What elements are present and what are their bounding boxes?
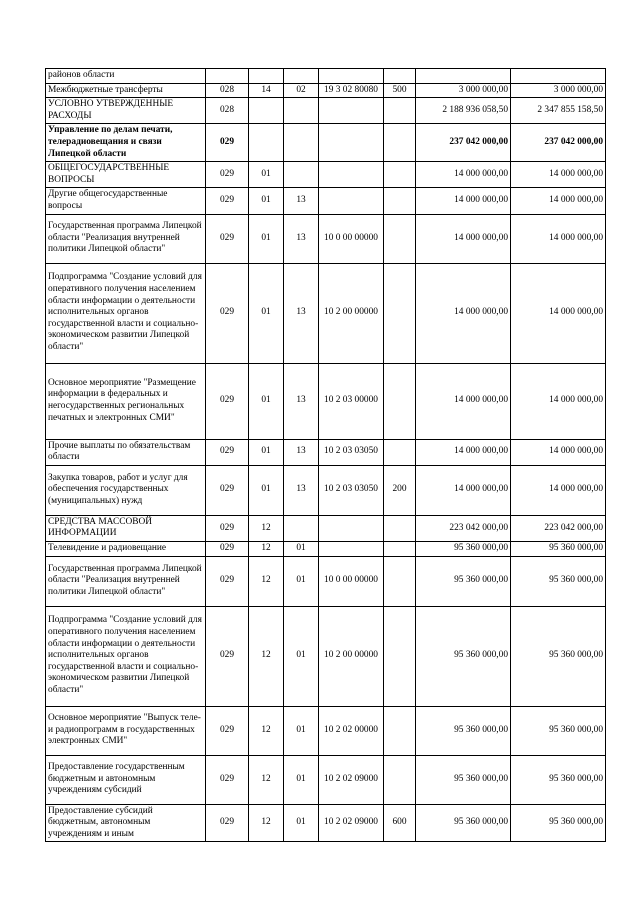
expense-type-code: [384, 69, 416, 84]
subsection-code: [284, 69, 319, 84]
target-article-code: 10 2 02 09000: [319, 804, 384, 842]
expense-type-code: 200: [384, 465, 416, 515]
amount-year-2: 2 347 855 158,50: [511, 98, 606, 124]
subsection-code: 01: [284, 556, 319, 606]
subsection-code: 01: [284, 706, 319, 755]
amount-year-1: 14 000 000,00: [416, 439, 511, 465]
item-name: Основное мероприятие "Выпуск теле- и радиопрограмм в государственных электронных СМИ": [46, 706, 206, 755]
item-name: УСЛОВНО УТВЕРЖДЕННЫЕ РАСХОДЫ: [46, 98, 206, 124]
item-name: Управление по делам печати, телерадиовещания и связи Липецкой области: [46, 124, 206, 162]
target-article-code: 10 2 02 09000: [319, 755, 384, 804]
item-name: районов области: [46, 69, 206, 84]
section-code: 12: [249, 556, 284, 606]
amount-year-2: 14 000 000,00: [511, 162, 606, 188]
target-article-code: [319, 124, 384, 162]
item-name: Телевидение и радиовещание: [46, 541, 206, 556]
section-code: 12: [249, 606, 284, 706]
amount-year-2: 14 000 000,00: [511, 214, 606, 263]
table-row: [46, 606, 606, 706]
target-article-code: 19 3 02 80080: [319, 83, 384, 98]
subsection-code: [284, 98, 319, 124]
item-name: Другие общегосударственные вопросы: [46, 188, 206, 214]
ved-code: 029: [206, 214, 249, 263]
expense-type-code: [384, 162, 416, 188]
amount-year-1: 14 000 000,00: [416, 162, 511, 188]
target-article-code: [319, 541, 384, 556]
section-code: 12: [249, 541, 284, 556]
section-code: 01: [249, 263, 284, 363]
subsection-code: 13: [284, 263, 319, 363]
subsection-code: 13: [284, 465, 319, 515]
table-row: [46, 69, 606, 84]
ved-code: 029: [206, 556, 249, 606]
section-code: 14: [249, 83, 284, 98]
amount-year-2: 3 000 000,00: [511, 83, 606, 98]
table-row: [46, 214, 606, 263]
amount-year-2: 223 042 000,00: [511, 515, 606, 541]
target-article-code: 10 2 03 03050: [319, 465, 384, 515]
subsection-code: [284, 515, 319, 541]
ved-code: 028: [206, 83, 249, 98]
table-row: [46, 541, 606, 556]
target-article-code: 10 0 00 00000: [319, 214, 384, 263]
amount-year-2: 95 360 000,00: [511, 706, 606, 755]
expense-type-code: [384, 556, 416, 606]
amount-year-2: 237 042 000,00: [511, 124, 606, 162]
item-name: Предоставление субсидий бюджетным, автономным учреждениям и иным: [46, 804, 206, 842]
expense-type-code: [384, 606, 416, 706]
table-row: [46, 124, 606, 162]
item-name: Подпрограмма "Создание условий для оперативного получения населением области информации о деятельности исполнительных органов государственной власти и социально-экономическом развитии Липецкой области": [46, 263, 206, 363]
target-article-code: 10 2 03 00000: [319, 363, 384, 439]
section-code: 01: [249, 162, 284, 188]
ved-code: 029: [206, 804, 249, 842]
subsection-code: 01: [284, 541, 319, 556]
item-name: Основное мероприятие "Размещение информации в федеральных и негосударственных региональных печатных и электронных СМИ": [46, 363, 206, 439]
amount-year-1: 3 000 000,00: [416, 83, 511, 98]
amount-year-1: 237 042 000,00: [416, 124, 511, 162]
table-row: [46, 98, 606, 124]
target-article-code: [319, 162, 384, 188]
ved-code: 029: [206, 439, 249, 465]
amount-year-2: 14 000 000,00: [511, 263, 606, 363]
subsection-code: 01: [284, 755, 319, 804]
subsection-code: 13: [284, 214, 319, 263]
item-name: Прочие выплаты по обязательствам области: [46, 439, 206, 465]
ved-code: [206, 69, 249, 84]
amount-year-2: 95 360 000,00: [511, 804, 606, 842]
item-name: Предоставление государственным бюджетным и автономным учреждениям субсидий: [46, 755, 206, 804]
amount-year-1: 14 000 000,00: [416, 363, 511, 439]
expense-type-code: [384, 363, 416, 439]
amount-year-1: 95 360 000,00: [416, 706, 511, 755]
section-code: 01: [249, 214, 284, 263]
subsection-code: 13: [284, 363, 319, 439]
target-article-code: 10 2 02 00000: [319, 706, 384, 755]
expense-type-code: [384, 439, 416, 465]
item-name: ОБЩЕГОСУДАРСТВЕННЫЕ ВОПРОСЫ: [46, 162, 206, 188]
target-article-code: [319, 515, 384, 541]
amount-year-1: [416, 69, 511, 84]
subsection-code: 13: [284, 188, 319, 214]
table-row: [46, 83, 606, 98]
ved-code: 029: [206, 188, 249, 214]
subsection-code: [284, 162, 319, 188]
section-code: 01: [249, 439, 284, 465]
ved-code: 029: [206, 363, 249, 439]
subsection-code: 01: [284, 606, 319, 706]
ved-code: 029: [206, 124, 249, 162]
section-code: 01: [249, 363, 284, 439]
amount-year-1: 2 188 936 058,50: [416, 98, 511, 124]
amount-year-1: 223 042 000,00: [416, 515, 511, 541]
target-article-code: 10 0 00 00000: [319, 556, 384, 606]
ved-code: 029: [206, 263, 249, 363]
subsection-code: [284, 124, 319, 162]
item-name: Государственная программа Липецкой области "Реализация внутренней политики Липецкой области": [46, 556, 206, 606]
table-row: [46, 263, 606, 363]
amount-year-1: 95 360 000,00: [416, 804, 511, 842]
target-article-code: 10 2 03 03050: [319, 439, 384, 465]
amount-year-2: 14 000 000,00: [511, 439, 606, 465]
amount-year-1: 14 000 000,00: [416, 214, 511, 263]
ved-code: 029: [206, 465, 249, 515]
amount-year-1: 95 360 000,00: [416, 541, 511, 556]
table-row: [46, 556, 606, 606]
section-code: 12: [249, 755, 284, 804]
amount-year-2: 95 360 000,00: [511, 606, 606, 706]
ved-code: 029: [206, 706, 249, 755]
table-row: [46, 515, 606, 541]
section-code: 12: [249, 804, 284, 842]
amount-year-2: 95 360 000,00: [511, 556, 606, 606]
ved-code: 029: [206, 515, 249, 541]
table-row: [46, 188, 606, 214]
target-article-code: [319, 98, 384, 124]
section-code: 12: [249, 515, 284, 541]
item-name: СРЕДСТВА МАССОВОЙ ИНФОРМАЦИИ: [46, 515, 206, 541]
section-code: 01: [249, 465, 284, 515]
target-article-code: 10 2 00 00000: [319, 606, 384, 706]
expense-type-code: [384, 755, 416, 804]
amount-year-2: [511, 69, 606, 84]
section-code: [249, 124, 284, 162]
subsection-code: 02: [284, 83, 319, 98]
ved-code: 028: [206, 98, 249, 124]
expense-type-code: [384, 188, 416, 214]
amount-year-1: 14 000 000,00: [416, 263, 511, 363]
section-code: 12: [249, 706, 284, 755]
ved-code: 029: [206, 541, 249, 556]
ved-code: 029: [206, 162, 249, 188]
amount-year-1: 14 000 000,00: [416, 465, 511, 515]
subsection-code: 01: [284, 804, 319, 842]
table-row: [46, 755, 606, 804]
table-row: [46, 363, 606, 439]
amount-year-2: 95 360 000,00: [511, 755, 606, 804]
expense-type-code: [384, 214, 416, 263]
expense-type-code: 500: [384, 83, 416, 98]
target-article-code: [319, 69, 384, 84]
amount-year-2: 95 360 000,00: [511, 541, 606, 556]
item-name: Закупка товаров, работ и услуг для обеспечения государственных (муниципальных) нужд: [46, 465, 206, 515]
expense-type-code: [384, 515, 416, 541]
amount-year-2: 14 000 000,00: [511, 363, 606, 439]
item-name: Межбюджетные трансферты: [46, 83, 206, 98]
amount-year-2: 14 000 000,00: [511, 188, 606, 214]
subsection-code: 13: [284, 439, 319, 465]
amount-year-2: 14 000 000,00: [511, 465, 606, 515]
table-row: [46, 465, 606, 515]
item-name: Подпрограмма "Создание условий для оперативного получения населением области информации о деятельности исполнительных органов государственной власти и социально-экономическом развитии Липецкой области": [46, 606, 206, 706]
expense-type-code: [384, 706, 416, 755]
amount-year-1: 95 360 000,00: [416, 556, 511, 606]
amount-year-1: 95 360 000,00: [416, 606, 511, 706]
amount-year-1: 14 000 000,00: [416, 188, 511, 214]
target-article-code: [319, 188, 384, 214]
target-article-code: 10 2 00 00000: [319, 263, 384, 363]
table-row: [46, 439, 606, 465]
section-code: [249, 69, 284, 84]
table-row: [46, 706, 606, 755]
table-row: [46, 162, 606, 188]
section-code: 01: [249, 188, 284, 214]
section-code: [249, 98, 284, 124]
ved-code: 029: [206, 606, 249, 706]
ved-code: 029: [206, 755, 249, 804]
expense-type-code: [384, 541, 416, 556]
table-row: [46, 804, 606, 842]
amount-year-1: 95 360 000,00: [416, 755, 511, 804]
expense-type-code: [384, 263, 416, 363]
expense-type-code: [384, 124, 416, 162]
expense-type-code: 600: [384, 804, 416, 842]
item-name: Государственная программа Липецкой области "Реализация внутренней политики Липецкой области": [46, 214, 206, 263]
expense-type-code: [384, 98, 416, 124]
budget-table: [45, 68, 606, 842]
